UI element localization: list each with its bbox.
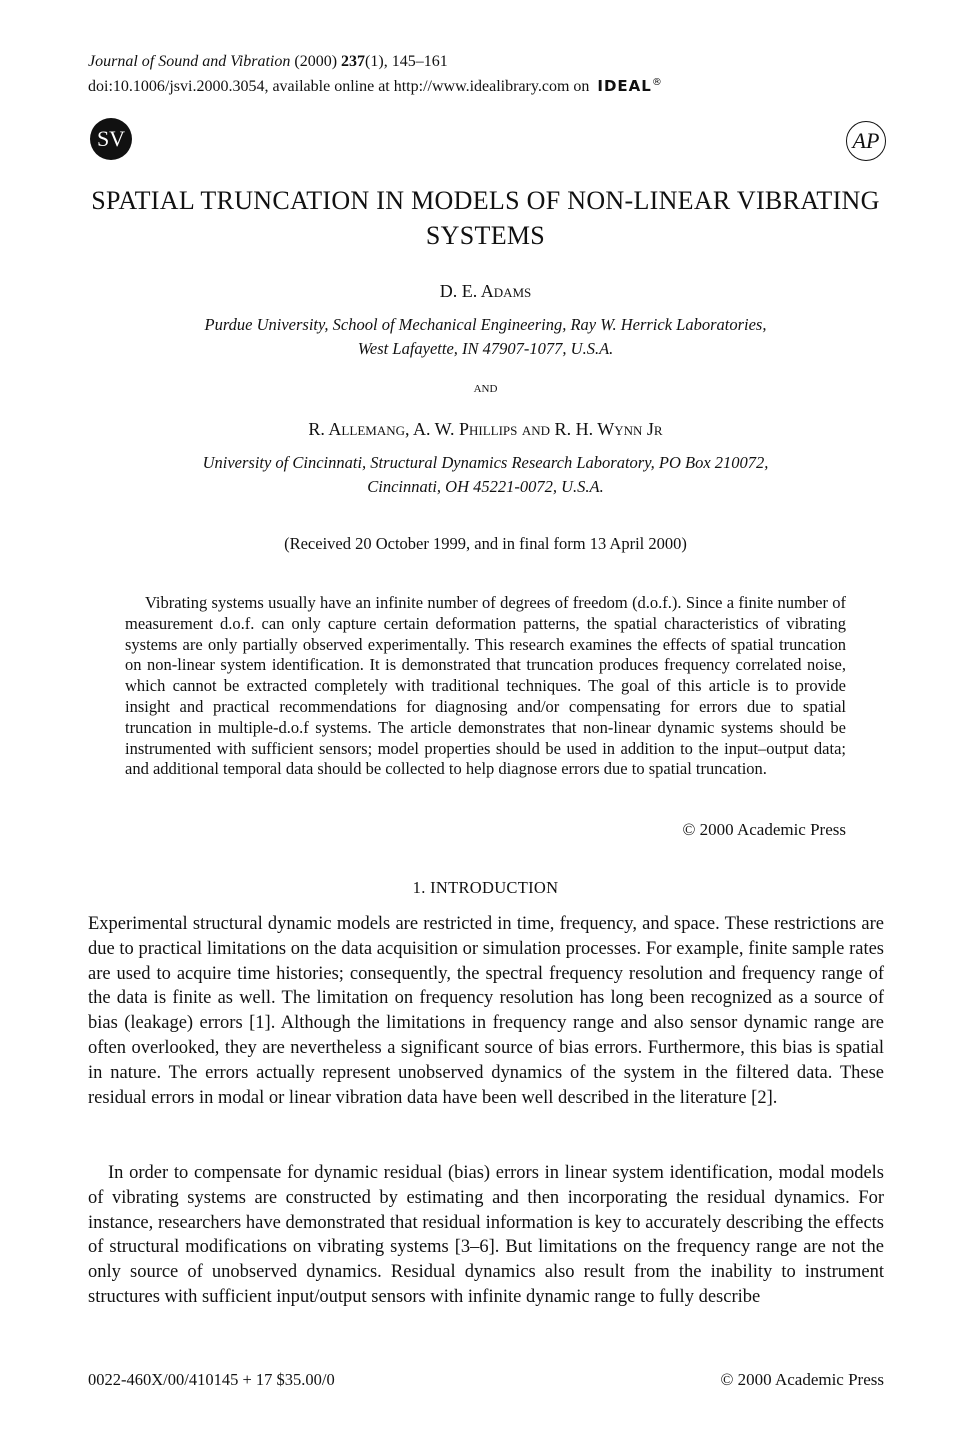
affiliation-2	[60, 451, 911, 499]
journal-volume: 237	[341, 53, 366, 70]
affiliation-1-line-1: Purdue University, School of Mechanical Engineering, Ray W. Herrick Laboratories,	[204, 315, 767, 334]
author-group-1: D. E. Adams	[439, 281, 532, 301]
abstract: Vibrating systems usually have an infinite number of degrees of freedom (d.o.f.). Since a finite number of measurement d.o.f. can only capture certain deformation patterns, the spatial characteristics of vibrating systems are only partially observed experimentally. This research examines the effects of spatial truncation on non-linear system identification. It is demonstrated that truncation produces frequency correlated noise, which cannot be extracted completely with traditional techniques. The goal of this article is to provide insight and practical recommendations for diagnosing and/or compensating for errors due to spatial truncation in multiple-d.o.f systems. The article demonstrates that non-linear dynamic systems should be instrumented with sufficient sensors; model properties should be used in addition to the input–output data; and additional temporal data should be collected to help diagnose errors due to spatial truncation.	[125, 593, 846, 779]
affiliation-1	[60, 313, 911, 361]
body-paragraph: Experimental structural dynamic models are restricted in time, frequency, and space. These restrictions are due to practical limitations on the data acquisition or simulation processes. For example, finite sample rates are used to acquire time histories; consequently, the spectral frequency resolution and frequency range of the data is finite as well. The limitation on frequency resolution has long been recognized as a source of bias (leakage) errors [1]. Although the limitations in frequency range and also sensor dynamic range are often overlooked, they are nevertheless a significant source of bias errors. Furthermore, this bias is spatial in nature. The errors actually represent unobserved dynamics of the system in the filtered data. These residual errors in modal or linear vibration data have been well described in the literature [2].	[88, 914, 884, 1108]
footer-code: 0022-460X/00/410145 + 17 $35.00/0	[88, 1370, 335, 1389]
journal-pages: (1), 145–161	[365, 53, 448, 70]
journal-citation	[88, 51, 448, 72]
journal-year: (2000)	[294, 53, 338, 70]
body-paragraph: In order to compensate for dynamic residual (bias) errors in linear system identification, modal models of vibrating systems are constructed by estimating and then incorporating the residual dynamics. For instance, researchers have demonstrated that residual information is key to accurately describing the effects of structural modifications on vibrating systems [3–6]. But limitations on the frequency range are not the only source of unobserved dynamics. Residual dynamics also result from the inability to instrument structures with sufficient input/output sensors with infinite dynamic range to fully describe	[88, 1163, 884, 1307]
journal-name: Journal of Sound and Vibration	[88, 53, 291, 70]
affiliation-2-line-2: Cincinnati, OH 45221-0072, U.S.A.	[367, 477, 604, 496]
affiliation-2-line-1: University of Cincinnati, Structural Dynamics Research Laboratory, PO Box 210072,	[202, 453, 769, 472]
abstract-copyright: © 2000 Academic Press	[682, 820, 846, 839]
paper-title: SPATIAL TRUNCATION IN MODELS OF NON-LINEAR VIBRATING SYSTEMS	[91, 186, 880, 250]
received-dates: (Received 20 October 1999, and in final form 13 April 2000)	[284, 534, 687, 553]
affiliation-1-line-2: West Lafayette, IN 47907-1077, U.S.A.	[357, 339, 614, 358]
author-separator: and	[473, 380, 498, 396]
ideal-logo: IDEAL®	[597, 77, 663, 95]
section-heading: 1. INTRODUCTION	[412, 878, 559, 897]
doi-text: doi:10.1006/jsvi.2000.3054, available online at http://www.idealibrary.com on	[88, 78, 590, 95]
footer-copyright: © 2000 Academic Press	[720, 1370, 884, 1389]
doi-line	[88, 72, 663, 97]
publisher-sv-logo: SV	[90, 118, 132, 160]
author-group-2: R. Allemang, A. W. Phillips and R. H. Wynn Jr	[308, 419, 663, 439]
publisher-ap-logo: AP	[846, 121, 886, 161]
